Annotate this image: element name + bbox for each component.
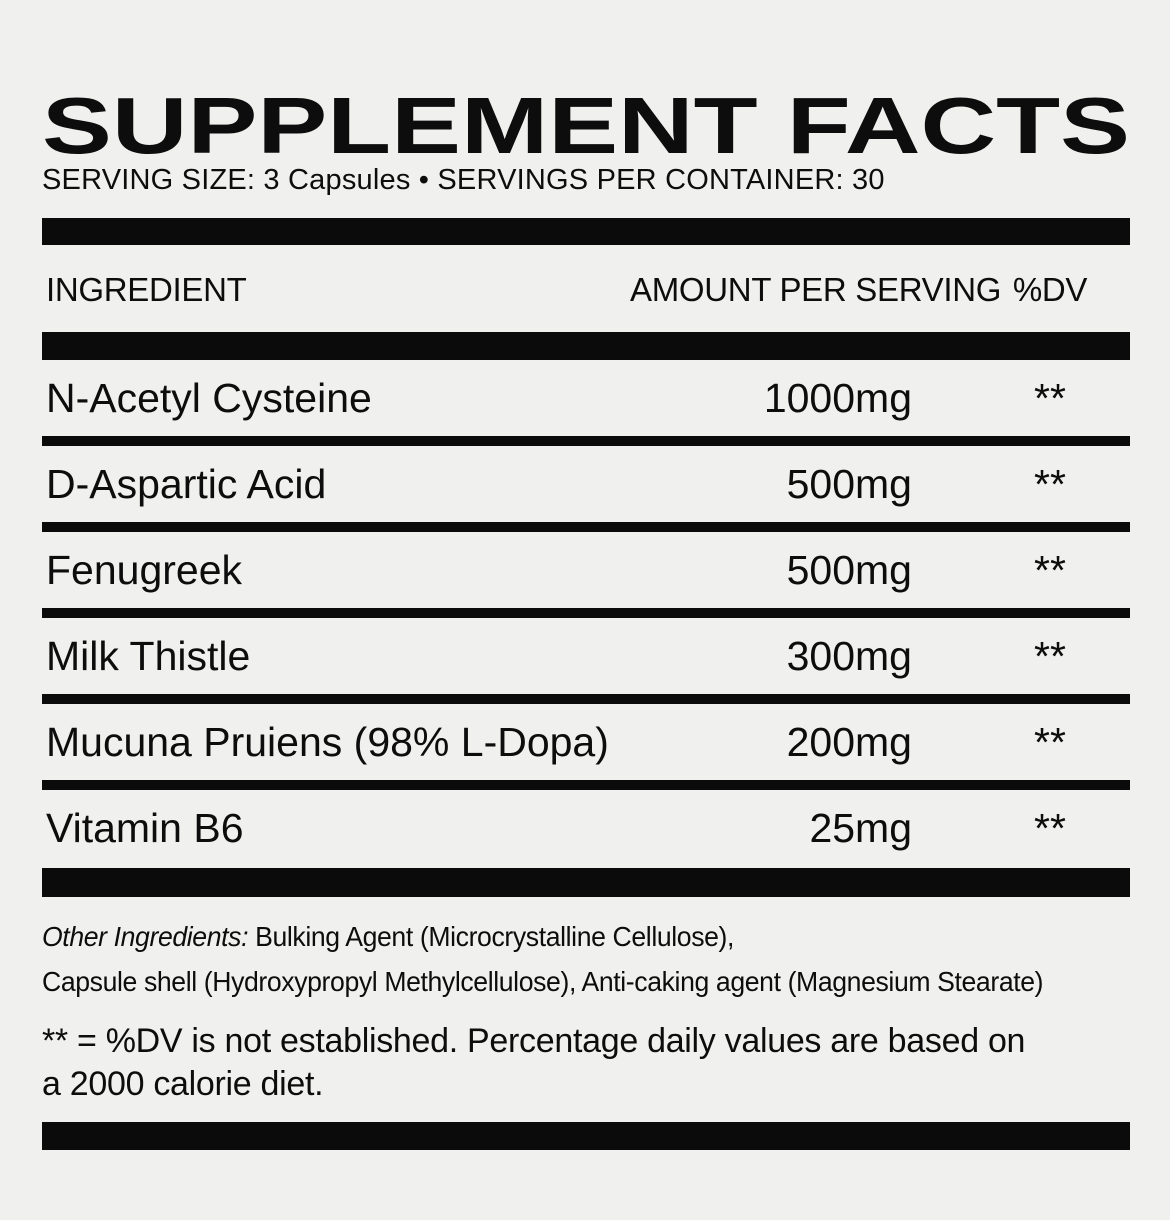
ingredient-amount: 25mg — [809, 804, 912, 851]
table-row — [42, 360, 1130, 436]
divider-bar-header — [42, 332, 1130, 360]
divider-bar-bottom — [42, 1122, 1130, 1150]
ingredient-dv: ** — [1034, 804, 1066, 851]
row-divider — [42, 608, 1130, 618]
ingredient-name: D-Aspartic Acid — [46, 460, 327, 507]
row-divider — [42, 522, 1130, 532]
ingredient-amount: 300mg — [786, 632, 912, 679]
page-title — [42, 80, 1130, 170]
serving-info: SERVING SIZE: 3 Capsules • SERVINGS PER CONTAINER: 30 — [42, 164, 885, 196]
divider-bar-table-end — [42, 868, 1130, 897]
dv-footnote-line-2: a 2000 calorie diet. — [42, 1065, 324, 1103]
ingredient-table — [42, 360, 1130, 866]
ingredient-name: Milk Thistle — [46, 632, 251, 679]
table-row — [42, 532, 1130, 608]
column-header-dv: %DV — [1012, 271, 1088, 308]
table-row — [42, 790, 1130, 866]
ingredient-name: Vitamin B6 — [46, 804, 244, 851]
column-header-ingredient: INGREDIENT — [46, 271, 247, 308]
dv-footnote-line-1: ** = %DV is not established. Percentage daily values are based on — [42, 1022, 1026, 1060]
divider-bar-top — [42, 218, 1130, 245]
ingredient-name: N-Acetyl Cysteine — [46, 374, 372, 421]
other-ingredients-label: Other Ingredients: — [42, 921, 249, 952]
table-header-row — [42, 258, 1130, 322]
ingredient-amount: 500mg — [786, 546, 912, 593]
ingredient-dv: ** — [1034, 374, 1066, 421]
table-row — [42, 704, 1130, 780]
table-row — [42, 618, 1130, 694]
column-header-amount: AMOUNT PER SERVING — [630, 271, 1002, 308]
table-row — [42, 446, 1130, 522]
row-divider — [42, 780, 1130, 790]
ingredient-amount: 1000mg — [763, 374, 912, 421]
label-content — [42, 0, 1130, 1220]
ingredient-name: Mucuna Pruiens (98% L-Dopa) — [46, 718, 609, 765]
ingredient-amount: 200mg — [786, 718, 912, 765]
dv-footnote — [42, 1020, 1130, 1106]
ingredient-dv: ** — [1034, 718, 1066, 765]
ingredient-dv: ** — [1034, 632, 1066, 679]
ingredient-dv: ** — [1034, 546, 1066, 593]
other-ingredients-text: Bulking Agent (Microcrystalline Cellulose), — [255, 921, 735, 952]
ingredient-dv: ** — [1034, 460, 1066, 507]
other-ingredients-line-1 — [42, 914, 1076, 959]
other-ingredients — [42, 914, 1130, 1004]
ingredient-amount: 500mg — [786, 460, 912, 507]
row-divider — [42, 694, 1130, 704]
other-ingredients-line-2: Capsule shell (Hydroxypropyl Methylcellulose), Anti-caking agent (Magnesium Stearate) — [42, 966, 1044, 997]
ingredient-name: Fenugreek — [46, 546, 243, 593]
row-divider — [42, 436, 1130, 446]
page-title-text: SUPPLEMENT FACTS — [42, 81, 1130, 170]
